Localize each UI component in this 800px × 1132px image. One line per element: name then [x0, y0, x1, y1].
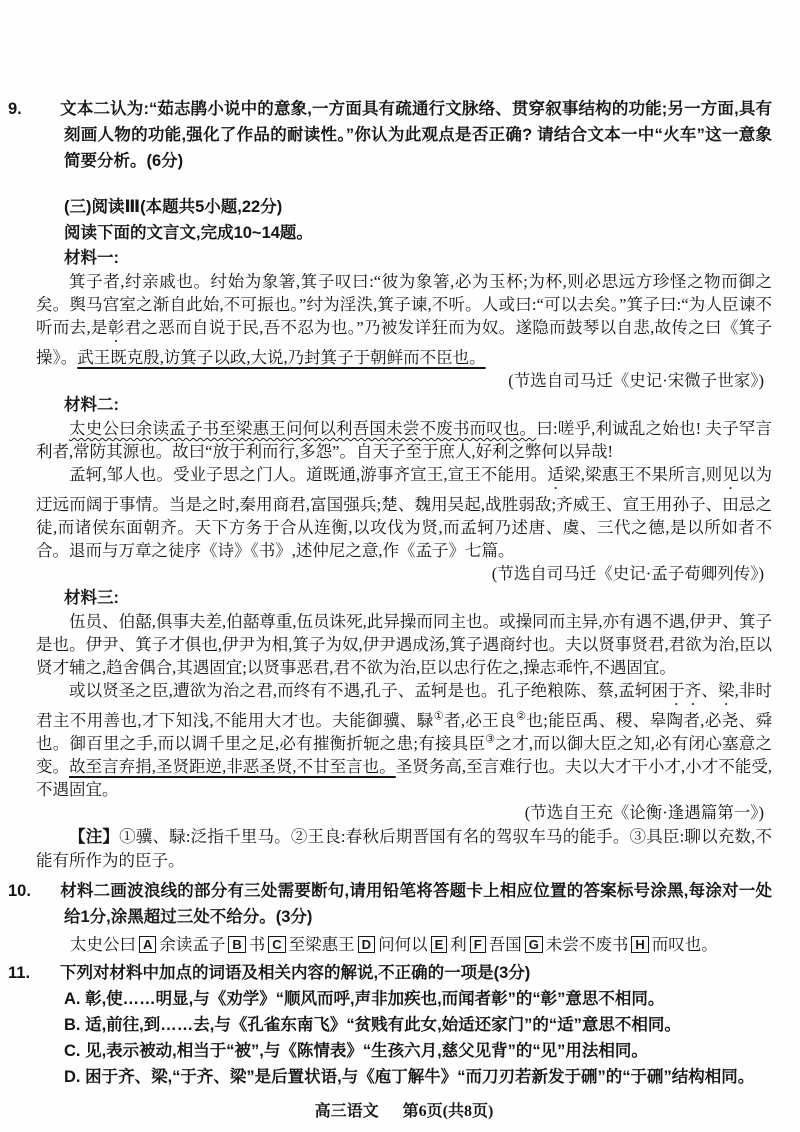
source-lunheng-fengyu-text: (节选自王充《论衡·逢遇篇第一》) [524, 803, 764, 822]
material-1-label-text: 材料一: [64, 249, 119, 267]
source-shiji-mengzi-xunqing [36, 562, 772, 586]
question-10-answer-line-text: 未尝不废书 [545, 935, 629, 954]
material-1-paragraph-underlined-text: 武王既克殷,访箕子以政,大说,乃封箕子于朝鲜而不臣也。 [77, 348, 486, 367]
material-3-paragraph-2 [36, 679, 772, 801]
question-9-text: 文本二认为:“茹志鹃小说中的意象,一方面具有疏通行文脉络、贯穿叙事结构的功能;另一方面,具有刻画人物的功能,强化了作品的耐读性。”你认为此观点是否正确? 请结合文本一中“火车”这一意象简要分析。(6分) [60, 100, 772, 170]
material-3-paragraph-2-footnote-ref: ③ [485, 733, 496, 746]
material-2-paragraph-2-emphasized-word: 适 [547, 465, 565, 484]
question-11-text: 下列对材料中加点的词语及相关内容的解说,不正确的一项是(3分) [60, 964, 531, 982]
material-2-paragraph-2-text: 孟轲,邹人也。受业子思之门人。道既通,游事齐宣王,宣王不能用。 [69, 465, 548, 484]
answer-choice-box-A: A [139, 936, 156, 953]
footnotes [36, 825, 772, 872]
reading-instruction-text: 阅读下面的文言文,完成10~14题。 [64, 224, 313, 242]
question-10-answer-line-text: 余读孟子 [159, 935, 226, 954]
material-3-paragraph-2-text: ,非时君主不用善也,才下知浅,不能用大才也。夫能御骥、騄 [36, 681, 773, 730]
material-3-paragraph-2-text: 圣贤务高,至言难行也。夫以大才干小才,小才不能受,不遇固宜。 [36, 757, 773, 799]
option-d-text: D. 困于齐、梁,“于齐、梁”是后置状语,与《庖丁解牛》“而刀刃若新发于硎”的“于硎”结构相同。 [64, 1068, 755, 1086]
material-1-paragraph-emphasized-word: 彰 [107, 318, 125, 337]
footer-course-title: 高三语文 [314, 1103, 379, 1120]
material-3-paragraph-2-footnote-ref: ② [516, 710, 527, 723]
material-3-paragraph-1-text: 伍员、伯嚭,俱事夫差,伯嚭尊重,伍员诛死,此异操而同主也。或操同而主异,亦有遇不遇,伊尹、箕子是也。伊尹、箕子才俱也,伊尹为相,箕子为奴,伊尹遇成汤,箕子遇商纣也。夫以贤事贤君,君欲为治,臣以贤才辅之,趋舍偶合,其遇固宜;以贤事恶君,君不欲为治,臣以忠行佐之,操志乖忤,不遇固宜。 [36, 612, 773, 677]
section-heading-reading-3 [64, 194, 772, 220]
section-heading-reading-3-text: (三)阅读Ⅲ(本题共5小题,22分) [64, 198, 283, 216]
question-10-answer-line-text: 吾国 [488, 935, 522, 954]
question-9-number: 9. [8, 100, 22, 118]
page-content [8, 96, 773, 1090]
question-11 [8, 960, 772, 986]
material-2-paragraph-1-text: 曰:嗟乎,利诚乱之始也! 夫子罕言利者,常防其源也。故曰“放于利而行,多怨”。自天子至于庶人,好利之弊何以异哉! [36, 419, 772, 461]
option-a [64, 986, 772, 1012]
option-c [64, 1038, 772, 1064]
material-1-paragraph [36, 270, 772, 369]
question-10-answer-line-text: 书 [248, 935, 266, 954]
option-b-text: B. 适,前往,到……去,与《孔雀东南飞》“贫贱有此女,始适还家门”的“适”意思不相同。 [64, 1016, 681, 1034]
material-2-paragraph-2-text: 以为迂远而阔于事情。当是之时,秦用商君,富国强兵;楚、魏用吴起,战胜弱敌;齐威王、宣王用孙子、田忌之徒,而诸侯东面朝齐。天下方务于合从连衡,以攻伐为贤,而孟轲乃述唐、虞、三代之德,是以所如者不合。退而与万章之徒序《诗》《书》,述仲尼之意,作《孟子》七篇。 [36, 465, 773, 560]
source-lunheng-fengyu [36, 801, 772, 825]
question-10-answer-line-text: 利 [450, 935, 467, 954]
source-shiji-mengzi-xunqing-text: (节选自司马迁《史记·孟子荀卿列传》) [491, 564, 764, 583]
question-10-answer-line-text: 至梁惠王 [288, 935, 355, 954]
answer-choice-box-H: H [631, 936, 648, 953]
material-2-paragraph-2 [36, 463, 772, 562]
question-10-number: 10. [8, 882, 31, 900]
material-2-paragraph-2-text: 梁,梁惠王不果所言,则 [564, 465, 723, 484]
material-3-paragraph-2-underlined-text: 故至言弃捐,圣贤距逆,非恶圣贤,不甘至言也。 [69, 757, 396, 776]
material-3-paragraph-2-emphasized-word: 于齐、梁 [668, 681, 735, 700]
material-3-label-text: 材料三: [64, 589, 119, 607]
answer-choice-box-F: F [470, 936, 486, 953]
answer-choice-box-B: B [228, 936, 245, 953]
page-footer [36, 1100, 772, 1124]
question-10-answer-line-text: 太史公曰 [70, 935, 136, 954]
material-3-paragraph-2-footnote-ref: ① [433, 710, 444, 723]
material-3-paragraph-2-text: 之才,而以御大臣之知,必有闭心塞意之变。 [36, 734, 772, 776]
question-10-answer-line-text: 问何以 [378, 935, 428, 954]
footnotes-text: 【注】 [69, 828, 120, 846]
material-3-paragraph-2-text: 者,必王良 [443, 711, 517, 730]
material-2-paragraph-1 [36, 417, 772, 463]
material-3-paragraph-2-text: 或以贤圣之臣,遭欲为治之君,而终有不遇,孔子、孟轲是也。孔子绝粮陈、蔡,孟轲困 [69, 681, 669, 700]
question-10 [8, 878, 772, 930]
material-1-paragraph-text: 箕子者,纣亲戚也。纣始为象箸,箕子叹曰:“彼为象箸,必为玉杯;为杯,则必思远方珍怪之物而御之矣。舆马宫室之渐自此始,不可振也。”纣为淫泆,箕子谏,不听。人或曰:“可以去矣。”箕子曰:“为人臣谏不听而去,是 [36, 272, 772, 337]
footnotes-text: ①骥、騄:泛指千里马。②王良:春秋后期晋国有名的驾驭车马的能手。③具臣:聊以充数,不能有所作为的臣子。 [36, 827, 772, 870]
material-1-label [64, 246, 772, 270]
answer-choice-box-E: E [431, 936, 448, 953]
material-3-paragraph-2-text: 也;能臣禹、稷、皋陶者,必尧、舜也。御百里之手,而以调千里之足,必有摧衡折轭之患;有接具臣 [36, 711, 773, 753]
material-3-label [64, 586, 772, 610]
question-9 [8, 96, 772, 174]
material-3-paragraph-1 [36, 610, 772, 679]
material-2-label-text: 材料二: [64, 396, 119, 414]
option-c-text: C. 见,表示被动,相当于“被”,与《陈情表》“生孩六月,慈父见背”的“见”用法相同。 [64, 1042, 648, 1060]
material-2-paragraph-1-wavy-underlined-text: 太史公曰余读孟子书至梁惠王问何以利吾国未尝不废书而叹也。 [69, 419, 537, 438]
option-d [64, 1064, 772, 1090]
footer-page-number: 第6页(共8页) [402, 1103, 494, 1120]
option-a-text: A. 彰,使……明显,与《劝学》“顺风而呼,声非加疾也,而闻者彰”的“彰”意思不相同。 [64, 990, 665, 1008]
source-shiji-song-weizi [36, 369, 772, 393]
question-10-text: 材料二画波浪线的部分有三处需要断句,请用铅笔将答题卡上相应位置的答案标号涂黑,每涂对一处给1分,涂黑超过三处不给分。(3分) [60, 882, 772, 926]
option-b [64, 1012, 772, 1038]
answer-choice-box-G: G [525, 936, 543, 953]
answer-choice-box-D: D [358, 936, 375, 953]
question-11-number: 11. [8, 964, 31, 982]
source-shiji-song-weizi-text: (节选自司马迁《史记·宋微子世家》) [508, 371, 764, 390]
material-2-label [64, 393, 772, 417]
answer-choice-box-C: C [268, 936, 285, 953]
material-2-paragraph-2-emphasized-word: 见 [722, 465, 739, 484]
reading-instruction [64, 220, 772, 246]
question-10-answer-line-text: 而叹也。 [651, 935, 718, 954]
question-10-answer-line [36, 932, 772, 958]
material-1-paragraph-text: 君之恶而自说于民,吾不忍为也。”乃被发详狂而为奴。遂隐而鼓琴以自悲,故传之曰《箕子操》。 [36, 318, 773, 367]
